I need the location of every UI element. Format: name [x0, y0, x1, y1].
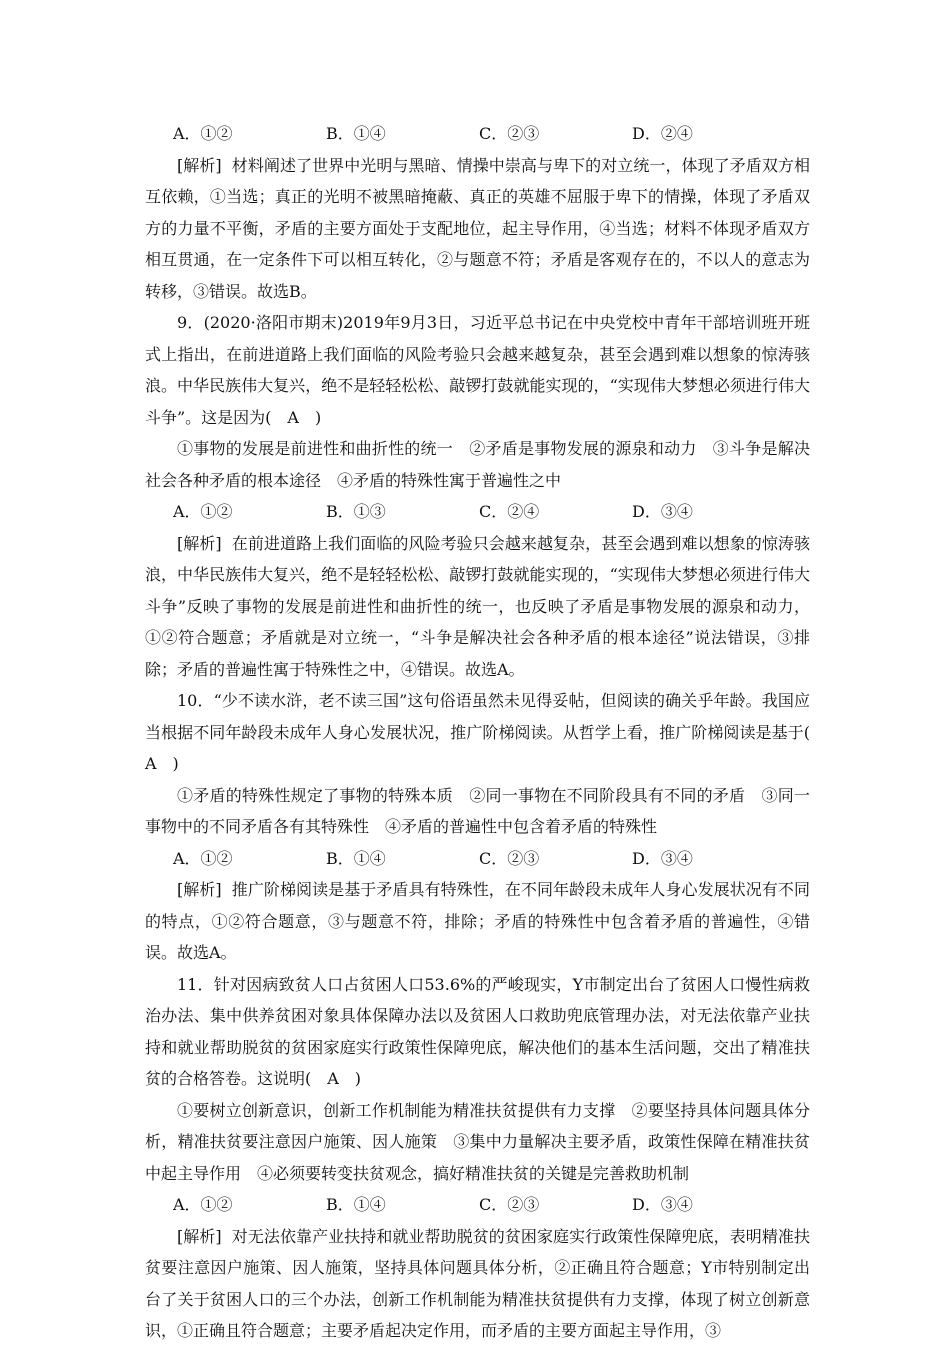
q9-option-a: A．①②	[173, 502, 233, 521]
q9-stem: 9．(2020·洛阳市期末)2019年9月3日，习近平总书记在中央党校中青年干部培训班开班式上指出，在前进道路上我们面临的风险考验只会越来越复杂，甚至会遇到难以想象的惊涛骇浪。中华民族伟大复兴，绝不是轻轻松松、敲锣打鼓就能实现的，“实现伟大梦想必须进行伟大斗争”。这是因为( A )	[145, 313, 810, 427]
q9-option-c: C．②④	[479, 502, 540, 521]
q11-option-c: C．②③	[479, 1195, 540, 1214]
q10-options	[145, 843, 810, 875]
q10-analysis	[145, 874, 810, 969]
q11-option-d: D．③④	[632, 1195, 693, 1214]
q8-option-c: C．②③	[479, 124, 540, 143]
q11-analysis-text: 对无法依靠产业扶持和就业帮助脱贫的贫困家庭实行政策性保障兜底，表明精准扶贫要注意因户施策、因人施策，坚持具体问题具体分析，②正确且符合题意；Y市特别制定出台了关于贫困人口的三个办法，创新工作机制能为精准扶贫提供有力支撑，体现了树立创新意识，①正确且符合题意；主要矛盾起决定作用，而矛盾的主要方面起主导作用，③	[145, 1226, 810, 1340]
document-page	[145, 118, 827, 1347]
q9-analysis-text: 在前进道路上我们面临的风险考验只会越来越复杂，甚至会遇到难以想象的惊涛骇浪，中华民族伟大复兴，绝不是轻轻松松、敲锣打鼓就能实现的，“实现伟大梦想必须进行伟大斗争”反映了事物的发展是前进性和曲折性的统一，也反映了矛盾是事物发展的源泉和动力，①②符合题意；矛盾就是对立统一，“斗争是解决社会各种矛盾的根本途径”说法错误，③排除；矛盾的普遍性寓于特殊性之中，④错误。故选A。	[145, 533, 810, 679]
analysis-tag: [解析]	[177, 533, 222, 553]
q8-options	[145, 118, 810, 150]
q8-option-a: A．①②	[173, 124, 233, 143]
analysis-tag: [解析]	[177, 880, 222, 899]
q8-analysis-text: 材料阐述了世界中光明与黑暗、情操中崇高与卑下的对立统一，体现了矛盾双方相互依赖，①当选；真正的光明不被黑暗掩蔽、真正的英雄不屈服于卑下的情操，体现了矛盾双方的力量不平衡，矛盾的主要方面处于支配地位，起主导作用，④当选；材料不体现矛盾双方相互贯通，在一定条件下可以相互转化，②与题意不符；矛盾是客观存在的，不以人的意志为转移，③错误。故选B。	[145, 155, 810, 301]
q9-option-d: D．③④	[632, 502, 693, 521]
q10-option-c: C．②③	[479, 848, 540, 868]
q11-options	[145, 1189, 810, 1221]
q8-analysis	[145, 150, 810, 308]
analysis-tag: [解析]	[177, 155, 222, 175]
q8-option-b: B．①④	[326, 124, 386, 143]
q10-stem: 10．“少不读水浒，老不读三国”这句俗语虽然未见得妥帖，但阅读的确关乎年龄。我国应当根据不同年龄段未成年人身心发展状况，推广阶梯阅读。从哲学上看，推广阶梯阅读是基于( A )	[145, 691, 827, 773]
q10-option-b: B．①④	[326, 848, 386, 868]
q10-option-d: D．③④	[632, 848, 693, 868]
q9-options	[145, 496, 810, 528]
q11-analysis	[145, 1221, 810, 1347]
q9-statements: ①事物的发展是前进性和曲折性的统一 ②矛盾是事物发展的源泉和动力 ③斗争是解决社会各种矛盾的根本途径 ④矛盾的特殊性寓于普遍性之中	[145, 439, 810, 490]
q11-option-a: A．①②	[173, 1195, 233, 1214]
q9-option-b: B．①③	[326, 502, 386, 521]
q10-option-a: A．①②	[173, 848, 233, 868]
q11-stem: 11．针对因病致贫人口占贫困人口53.6%的严峻现实，Y市制定出台了贫困人口慢性病救治办法、集中供养贫困对象具体保障办法以及贫困人口救助兜底管理办法，对无法依靠产业扶持和就业帮助脱贫的贫困家庭实行政策性保障兜底，解决他们的基本生活问题，交出了精准扶贫的合格答卷。这说明( A )	[145, 974, 810, 1088]
q8-option-d: D．②④	[632, 124, 693, 143]
q11-statements: ①要树立创新意识，创新工作机制能为精准扶贫提供有力支撑 ②要坚持具体问题具体分析，精准扶贫要注意因户施策、因人施策 ③集中力量解决主要矛盾，政策性保障在精准扶贫中起主导作用 ④必须要转变扶贫观念，搞好精准扶贫的关键是完善救助机制	[145, 1100, 810, 1183]
analysis-tag: [解析]	[177, 1226, 222, 1246]
q10-analysis-text: 推广阶梯阅读是基于矛盾具有特殊性，在不同年龄段未成年人身心发展状况有不同的特点，①②符合题意，③与题意不符，排除；矛盾的特殊性中包含着矛盾的普遍性，④错误。故选A。	[145, 880, 810, 962]
q9-analysis	[145, 528, 810, 686]
q11-option-b: B．①④	[326, 1195, 386, 1214]
q10-statements: ①矛盾的特殊性规定了事物的特殊本质 ②同一事物在不同阶段具有不同的矛盾 ③同一事物中的不同矛盾各有其特殊性 ④矛盾的普遍性中包含着矛盾的特殊性	[145, 785, 810, 836]
